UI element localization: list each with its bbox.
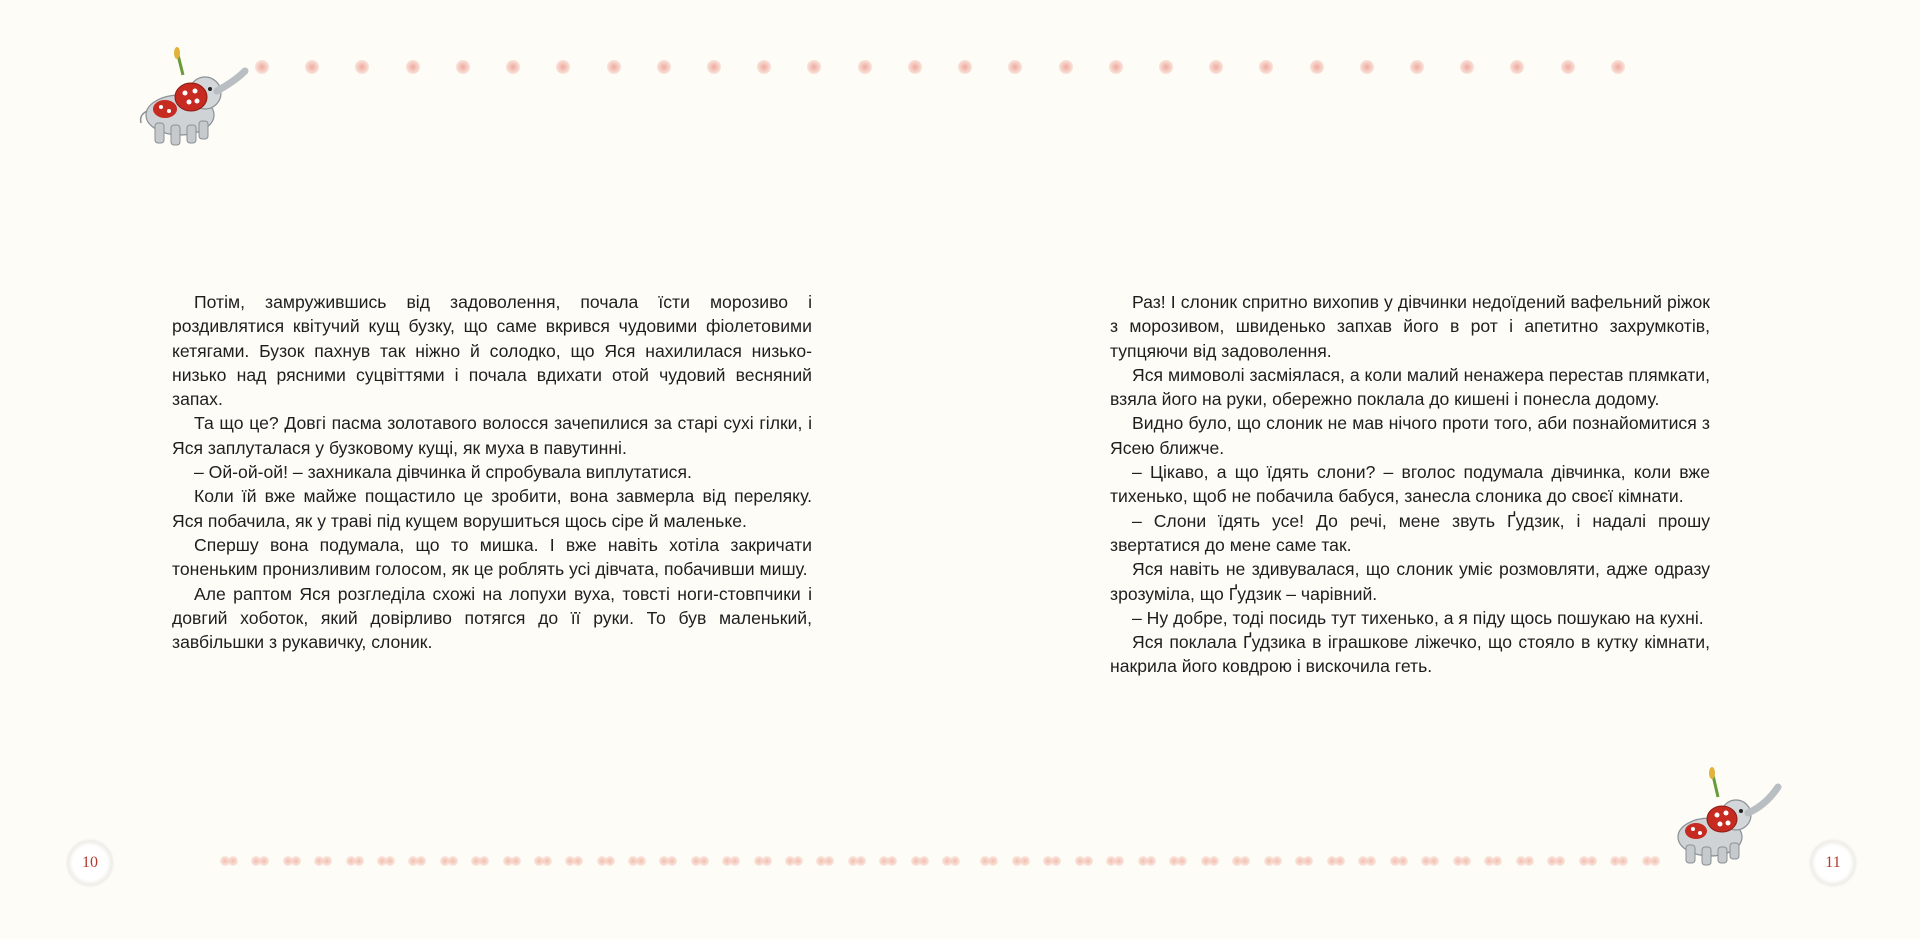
decorative-heart <box>1201 856 1219 868</box>
decorative-heart <box>471 856 489 868</box>
decorative-heart <box>1232 856 1250 868</box>
decorative-heart <box>722 856 740 868</box>
decorative-heart <box>1484 856 1502 868</box>
page-number: 10 <box>68 841 112 885</box>
decorative-heart <box>314 856 332 868</box>
elephant-illustration-icon <box>1660 765 1800 875</box>
decorative-heart <box>1138 856 1156 868</box>
decorative-heart <box>942 856 960 868</box>
decorative-heart <box>1610 856 1628 868</box>
page-number: 11 <box>1811 841 1855 885</box>
decorative-heart <box>816 856 834 868</box>
paragraph: Та що це? Довгі пасма золотавого волосся зачепилися за старі сухі гілки, і Яся заплуталася у бузковому кущі, як муха в павутинні. <box>172 413 812 458</box>
decorative-heart <box>1043 856 1061 868</box>
decorative-heart <box>911 856 929 868</box>
decorative-heart <box>1106 856 1124 868</box>
decorative-heart <box>785 856 803 868</box>
decorative-heart <box>251 856 269 868</box>
decorative-heart <box>1421 856 1439 868</box>
decorative-heart <box>597 856 615 868</box>
decorative-heart <box>408 856 426 868</box>
decorative-heart <box>848 856 866 868</box>
decorative-heart <box>1579 856 1597 868</box>
decorative-heart <box>1358 856 1376 868</box>
decorative-heart <box>377 856 395 868</box>
paragraph: Яся навіть не здивувалася, що слоник уміє розмовляти, адже одразу зрозуміла, що Ґудзик – чарівний. <box>1110 559 1710 604</box>
decorative-heart <box>1547 856 1565 868</box>
decorative-heart <box>1390 856 1408 868</box>
decorative-heart <box>503 856 521 868</box>
decorative-heart <box>220 856 238 868</box>
decorative-heart <box>879 856 897 868</box>
decorative-heart <box>1642 856 1660 868</box>
paragraph: – Ой-ой-ой! – захникала дівчинка й спробувала виплутатися. <box>194 462 692 483</box>
paragraph: Спершу вона подумала, що то мишка. І вже навіть хотіла закричати тоненьким пронизливим голосом, як це роблять усі дівчата, побачивши мишу. <box>172 534 812 580</box>
decorative-heart <box>628 856 646 868</box>
bottom-heart-border-left <box>220 850 960 874</box>
decorative-heart <box>1264 856 1282 868</box>
decorative-heart <box>565 856 583 868</box>
decorative-heart <box>980 856 998 868</box>
paragraph: Але раптом Яся розгледіла схожі на лопухи вуха, товсті ноги-стовпчики і довгий хоботок, який довірливо потягся до її руки. То був маленький, завбільшки з рукавичку, слоник. <box>172 583 812 653</box>
paragraph: Яся мимоволі засміялася, а коли малий ненажера перестав плямкати, взяла його на руки, обережно поклала до кишені і понесла додому. <box>1110 364 1710 410</box>
paragraph: Коли їй вже майже пощастило це зробити, вона завмерла від переляку. Яся побачила, як у траві під кущем ворушиться щось сіре й маленьке. <box>172 486 812 531</box>
bottom-heart-border-right <box>980 850 1660 874</box>
decorative-heart <box>1012 856 1030 868</box>
right-page-text <box>1110 290 1710 679</box>
decorative-heart <box>346 856 364 868</box>
paragraph: – Слони їдять усе! До речі, мене звуть Ґудзик, і надалі прошу звертатися до мене саме так. <box>1110 510 1710 555</box>
decorative-heart <box>1169 856 1187 868</box>
decorative-heart <box>1327 856 1345 868</box>
paragraph: Раз! І слоник спритно вихопив у дівчинки недоїдений вафельний ріжок з морозивом, швиденько запхав його в рот і апетитно захрумкотів, тупцяючи від задоволення. <box>1110 292 1710 361</box>
paragraph: Видно було, що слоник не мав нічого проти того, аби познайомитися з Ясею ближче. <box>1110 413 1710 458</box>
paragraph: Потім, замружившись від задоволення, почала їсти морозиво і роздивлятися квітучий кущ бузку, що саме вкрився чудовими фіолетовими кетягами. Бузок пахнув так ніжно й солодко, що Яся нахилилася низько-низько над рясними суцвіттями і почала вдихати отой чудовий весняний запах. <box>172 292 812 410</box>
paragraph: – Ну добре, тоді посидь тут тихенько, а я піду щось пошукаю на кухні. <box>1132 607 1704 628</box>
decorative-heart <box>283 856 301 868</box>
decorative-heart <box>659 856 677 868</box>
decorative-heart <box>440 856 458 868</box>
decorative-heart <box>1516 856 1534 868</box>
decorative-heart <box>1453 856 1471 868</box>
left-page-text <box>172 290 812 654</box>
paragraph: – Цікаво, а що їдять слони? – вголос подумала дівчинка, коли вже тихенько, щоб не побачила бабуся, занесла слоника до своєї кімнати. <box>1110 462 1710 507</box>
paragraph: Яся поклала Ґудзика в іграшкове ліжечко, що стояло в кутку кімнати, накрила його ковдрою і вискочила геть. <box>1110 632 1710 677</box>
decorative-heart <box>1075 856 1093 868</box>
decorative-heart <box>691 856 709 868</box>
decorative-heart <box>754 856 772 868</box>
decorative-heart <box>534 856 552 868</box>
decorative-heart <box>1295 856 1313 868</box>
